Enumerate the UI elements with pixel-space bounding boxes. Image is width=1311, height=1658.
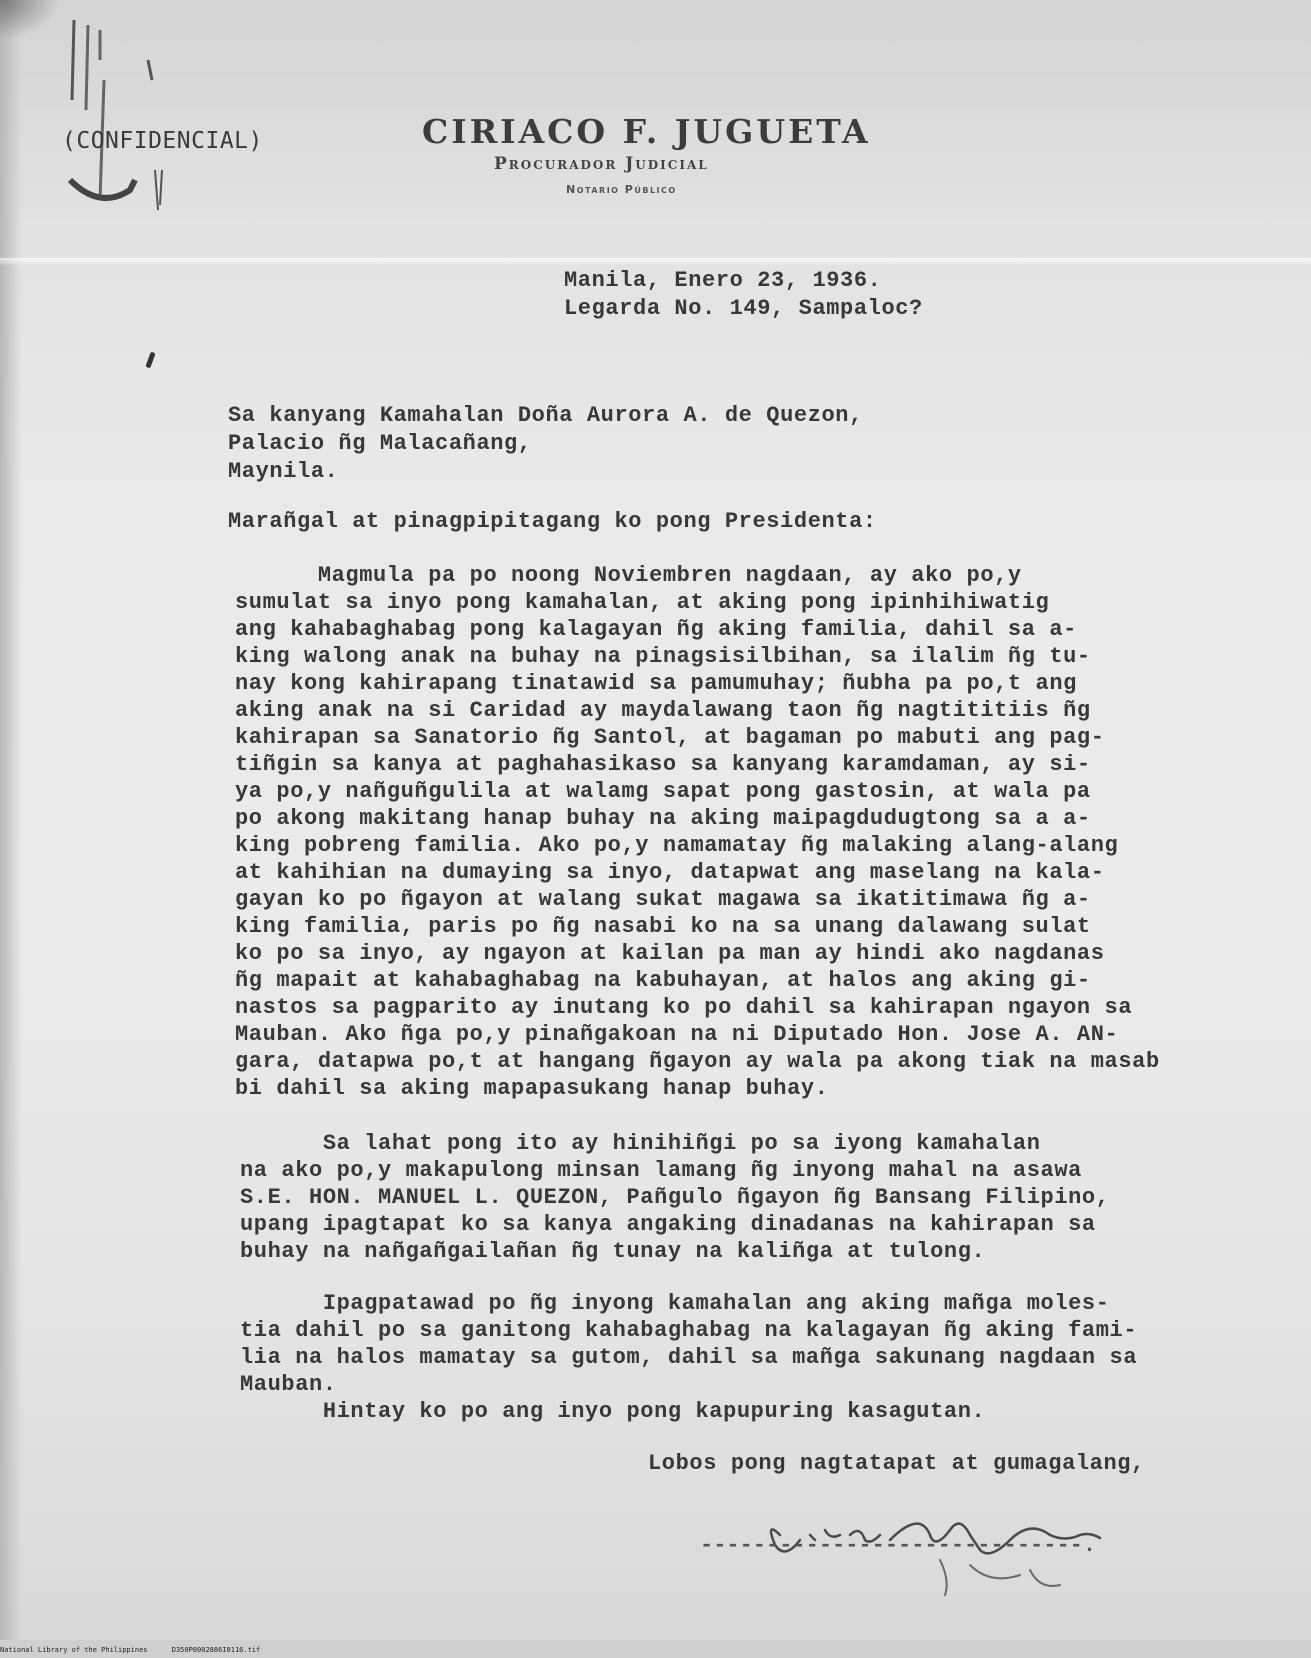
body-line: Hintay ko po ang inyo pong kapupuring kasagutan.: [240, 1399, 986, 1424]
recipient-line: Sa kanyang Kamahalan Doña Aurora A. de Quezon,: [228, 403, 863, 428]
body-line: ang kahabaghabag pong kalagayan ñg aking familia, dahil sa a-: [235, 617, 1077, 642]
letterhead-name: CIRIACO F. JUGUETA: [422, 112, 871, 151]
confidential-stamp: (CONFIDENCIAL): [62, 128, 263, 154]
body-line: Magmula pa po noong Noviembren nagdaan, ay ako po,y: [235, 563, 1022, 588]
dateline-address: Legarda No. 149, Sampaloc?: [564, 296, 923, 321]
body-line: king walong anak na buhay na pinagsisilbihan, sa ilalim ñg tu-: [235, 644, 1091, 669]
body-line: buhay na nañgañgailañan ñg tunay na kaliñga at tulong.: [240, 1239, 986, 1264]
recipient-line: Palacio ñg Malacañang,: [228, 431, 532, 456]
body-line: ñg mapait at kahabaghabag na kabuhayan, at halos ang aking gi-: [235, 968, 1091, 993]
body-line: lia na halos mamatay sa gutom, dahil sa mañga sakunang nagdaan sa: [240, 1345, 1138, 1370]
body-line: king familia, paris po ñg nasabi ko na sa unang dalawang sulat: [235, 914, 1091, 939]
body-line: nay kong kahirapang tinatawid sa pamumuhay; ñubha pa po,t ang: [235, 671, 1077, 696]
letterhead-title: Procurador Judicial: [494, 154, 709, 174]
footer-file: D350P0002886I0116.tif: [171, 1646, 261, 1654]
body-line: nastos sa pagparito ay inutang ko po dahil sa kahirapan ngayon sa: [235, 995, 1133, 1020]
recipient-line: Maynila.: [228, 459, 339, 484]
paper-fold-line: [0, 258, 1311, 266]
letterhead-subtitle: Notario Público: [566, 183, 677, 196]
scan-edge-shadow: [0, 0, 22, 1640]
body-line: king pobreng familia. Ako po,y namamatay ñg malaking alang-alang: [235, 833, 1119, 858]
body-line: na ako po,y makapulong minsan lamang ñg inyong mahal na asawa: [240, 1158, 1082, 1183]
body-line: Mauban.: [240, 1372, 337, 1397]
body-line: Mauban. Ako ñga po,y pinañgakoan na ni Diputado Hon. Jose A. AN-: [235, 1022, 1119, 1047]
body-line: bi dahil sa aking mapapasukang hanap buhay.: [235, 1076, 829, 1101]
body-line: ya po,y nañguñgulila at walamg sapat pong gastosin, at wala pa: [235, 779, 1091, 804]
body-line: tia dahil po sa ganitong kahabaghabag na kalagayan ñg aking fami-: [240, 1318, 1138, 1343]
body-line: ko po sa inyo, ay ngayon at kailan pa man ay hindi ako nagdanas: [235, 941, 1105, 966]
salutation: Marañgal at pinagpipitagang ko pong Presidenta:: [228, 509, 877, 534]
body-line: kahirapan sa Sanatorio ñg Santol, at bagaman po mabuti ang pag-: [235, 725, 1105, 750]
body-line: tiñgin sa kanya at paghahasikaso sa kanyang karamdaman, ay si-: [235, 752, 1091, 777]
body-line: aking anak na si Caridad ay maydalawang taon ñg nagtititiis ñg: [235, 698, 1091, 723]
body-line: sumulat sa inyo pong kamahalan, at aking pong ipinhihiwatig: [235, 590, 1050, 615]
margin-mark: [145, 352, 155, 369]
scan-footer: [0, 1646, 1311, 1658]
body-line: upang ipagtapat ko sa kanya angaking dinadanas na kahirapan sa: [240, 1212, 1096, 1237]
footer-library: National Library of the Philippines: [0, 1646, 148, 1654]
body-line: S.E. HON. MANUEL L. QUEZON, Pañgulo ñgayon ñg Bansang Filipino,: [240, 1185, 1110, 1210]
corner-smudge: [0, 0, 60, 40]
body-line: at kahihian na dumaying sa inyo, datapwat ang maselang na kala-: [235, 860, 1105, 885]
closing: Lobos pong nagtatapat at gumagalang,: [648, 1451, 1145, 1476]
body-line: po akong makitang hanap buhay na aking maipagdudugtong sa a a-: [235, 806, 1091, 831]
pencil-marks: [60, 20, 190, 220]
body-line: Ipagpatawad po ñg inyong kamahalan ang aking mañga moles-: [240, 1291, 1110, 1316]
body-line: gara, datapwa po,t at hangang ñgayon ay wala pa akong tiak na masab: [235, 1049, 1160, 1074]
body-line: Sa lahat pong ito ay hinihiñgi po sa iyong kamahalan: [240, 1131, 1041, 1156]
signature-line: -----------------------------.: [700, 1533, 1097, 1558]
dateline-date: Manila, Enero 23, 1936.: [564, 268, 882, 293]
body-line: gayan ko po ñgayon at walang sukat magawa sa ikatitimawa ñg a-: [235, 887, 1091, 912]
